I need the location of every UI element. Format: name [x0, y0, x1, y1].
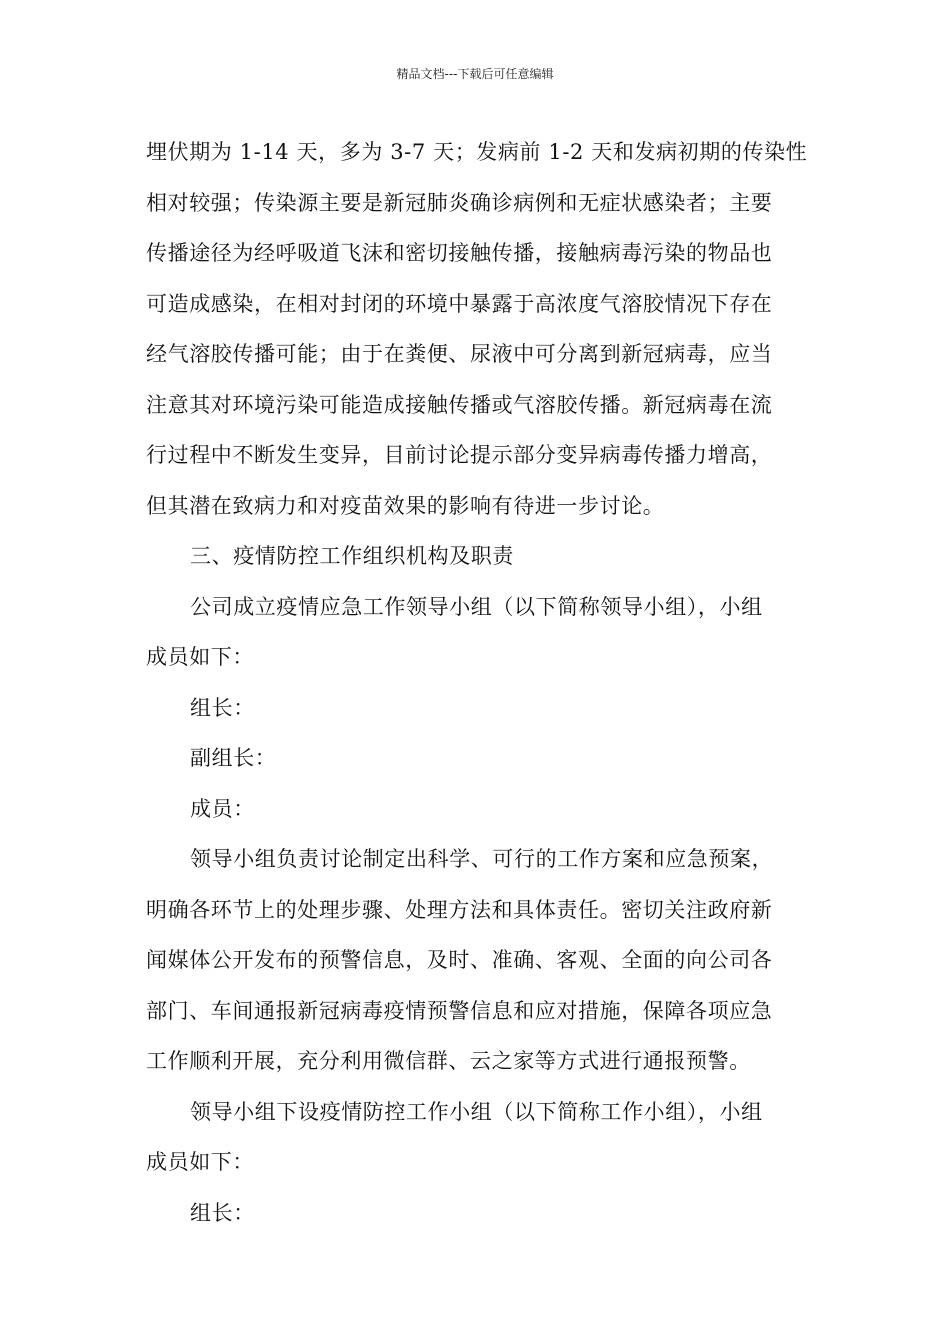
text-line: 部门、车间通报新冠病毒疫情预警信息和应对措施，保障各项应急	[146, 998, 773, 1023]
leader-label: 组长：	[190, 695, 255, 720]
members-label: 成员：	[190, 796, 255, 821]
members-field	[146, 784, 816, 835]
paragraph-transmission	[146, 127, 816, 531]
text-line: 传播途径为经呼吸道飞沫和密切接触传播，接触病毒污染的物品也	[146, 241, 773, 265]
text-line: 经气溶胶传播可能；由于在粪便、尿液中可分离到新冠病毒，应当	[146, 342, 773, 366]
text-line: 工作顺利开展，充分利用微信群、云之家等方式进行通报预警。	[146, 1049, 751, 1073]
text-line: 领导小组下设疫情防控工作小组（以下简称工作小组），小组	[190, 1099, 763, 1124]
section-heading-text: 三、疫情防控工作组织机构及职责	[190, 544, 514, 568]
paragraph-leadership-duties	[146, 834, 816, 1087]
deputy-leader-label: 副组长：	[190, 746, 277, 770]
page-header: 精品文档---下载后可任意编辑	[396, 67, 554, 81]
text-line: 注意其对环境污染可能造成接触传播或气溶胶传播。新冠病毒在流	[146, 392, 773, 417]
text-line: 明确各环节上的处理步骤、处理方法和具体责任。密切关注政府新	[146, 897, 773, 922]
paragraph-leadership-group	[146, 582, 816, 683]
text-line: 行过程中不断发生变异，目前讨论提示部分变异病毒传播力增高，	[146, 443, 773, 467]
text-line: 公司成立疫情应急工作领导小组（以下简称领导小组），小组	[190, 594, 763, 619]
working-group-leader-field	[146, 1188, 816, 1239]
text-line: 埋伏期为 1-14 天，多为 3-7 天；发病前 1-2 天和发病初期的传染性	[146, 140, 808, 164]
text-line: 相对较强；传染源主要是新冠肺炎确诊病例和无症状感染者；主要	[146, 190, 773, 215]
paragraph-working-group	[146, 1087, 816, 1188]
document-body	[146, 127, 816, 1238]
section-heading	[146, 531, 816, 582]
text-line: 成员如下：	[146, 645, 254, 669]
text-line: 成员如下：	[146, 1150, 254, 1174]
text-line: 领导小组负责讨论制定出科学、可行的工作方案和应急预案，	[190, 847, 774, 871]
text-line: 但其潜在致病力和对疫苗效果的影响有待进一步讨论。	[146, 493, 665, 518]
deputy-leader-field	[146, 733, 816, 784]
leader-label: 组长：	[190, 1200, 255, 1225]
text-line: 闻媒体公开发布的预警信息，及时、准确、客观、全面的向公司各	[146, 948, 773, 972]
text-line: 可造成感染，在相对封闭的环境中暴露于高浓度气溶胶情况下存在	[146, 291, 773, 316]
leader-field	[146, 683, 816, 734]
